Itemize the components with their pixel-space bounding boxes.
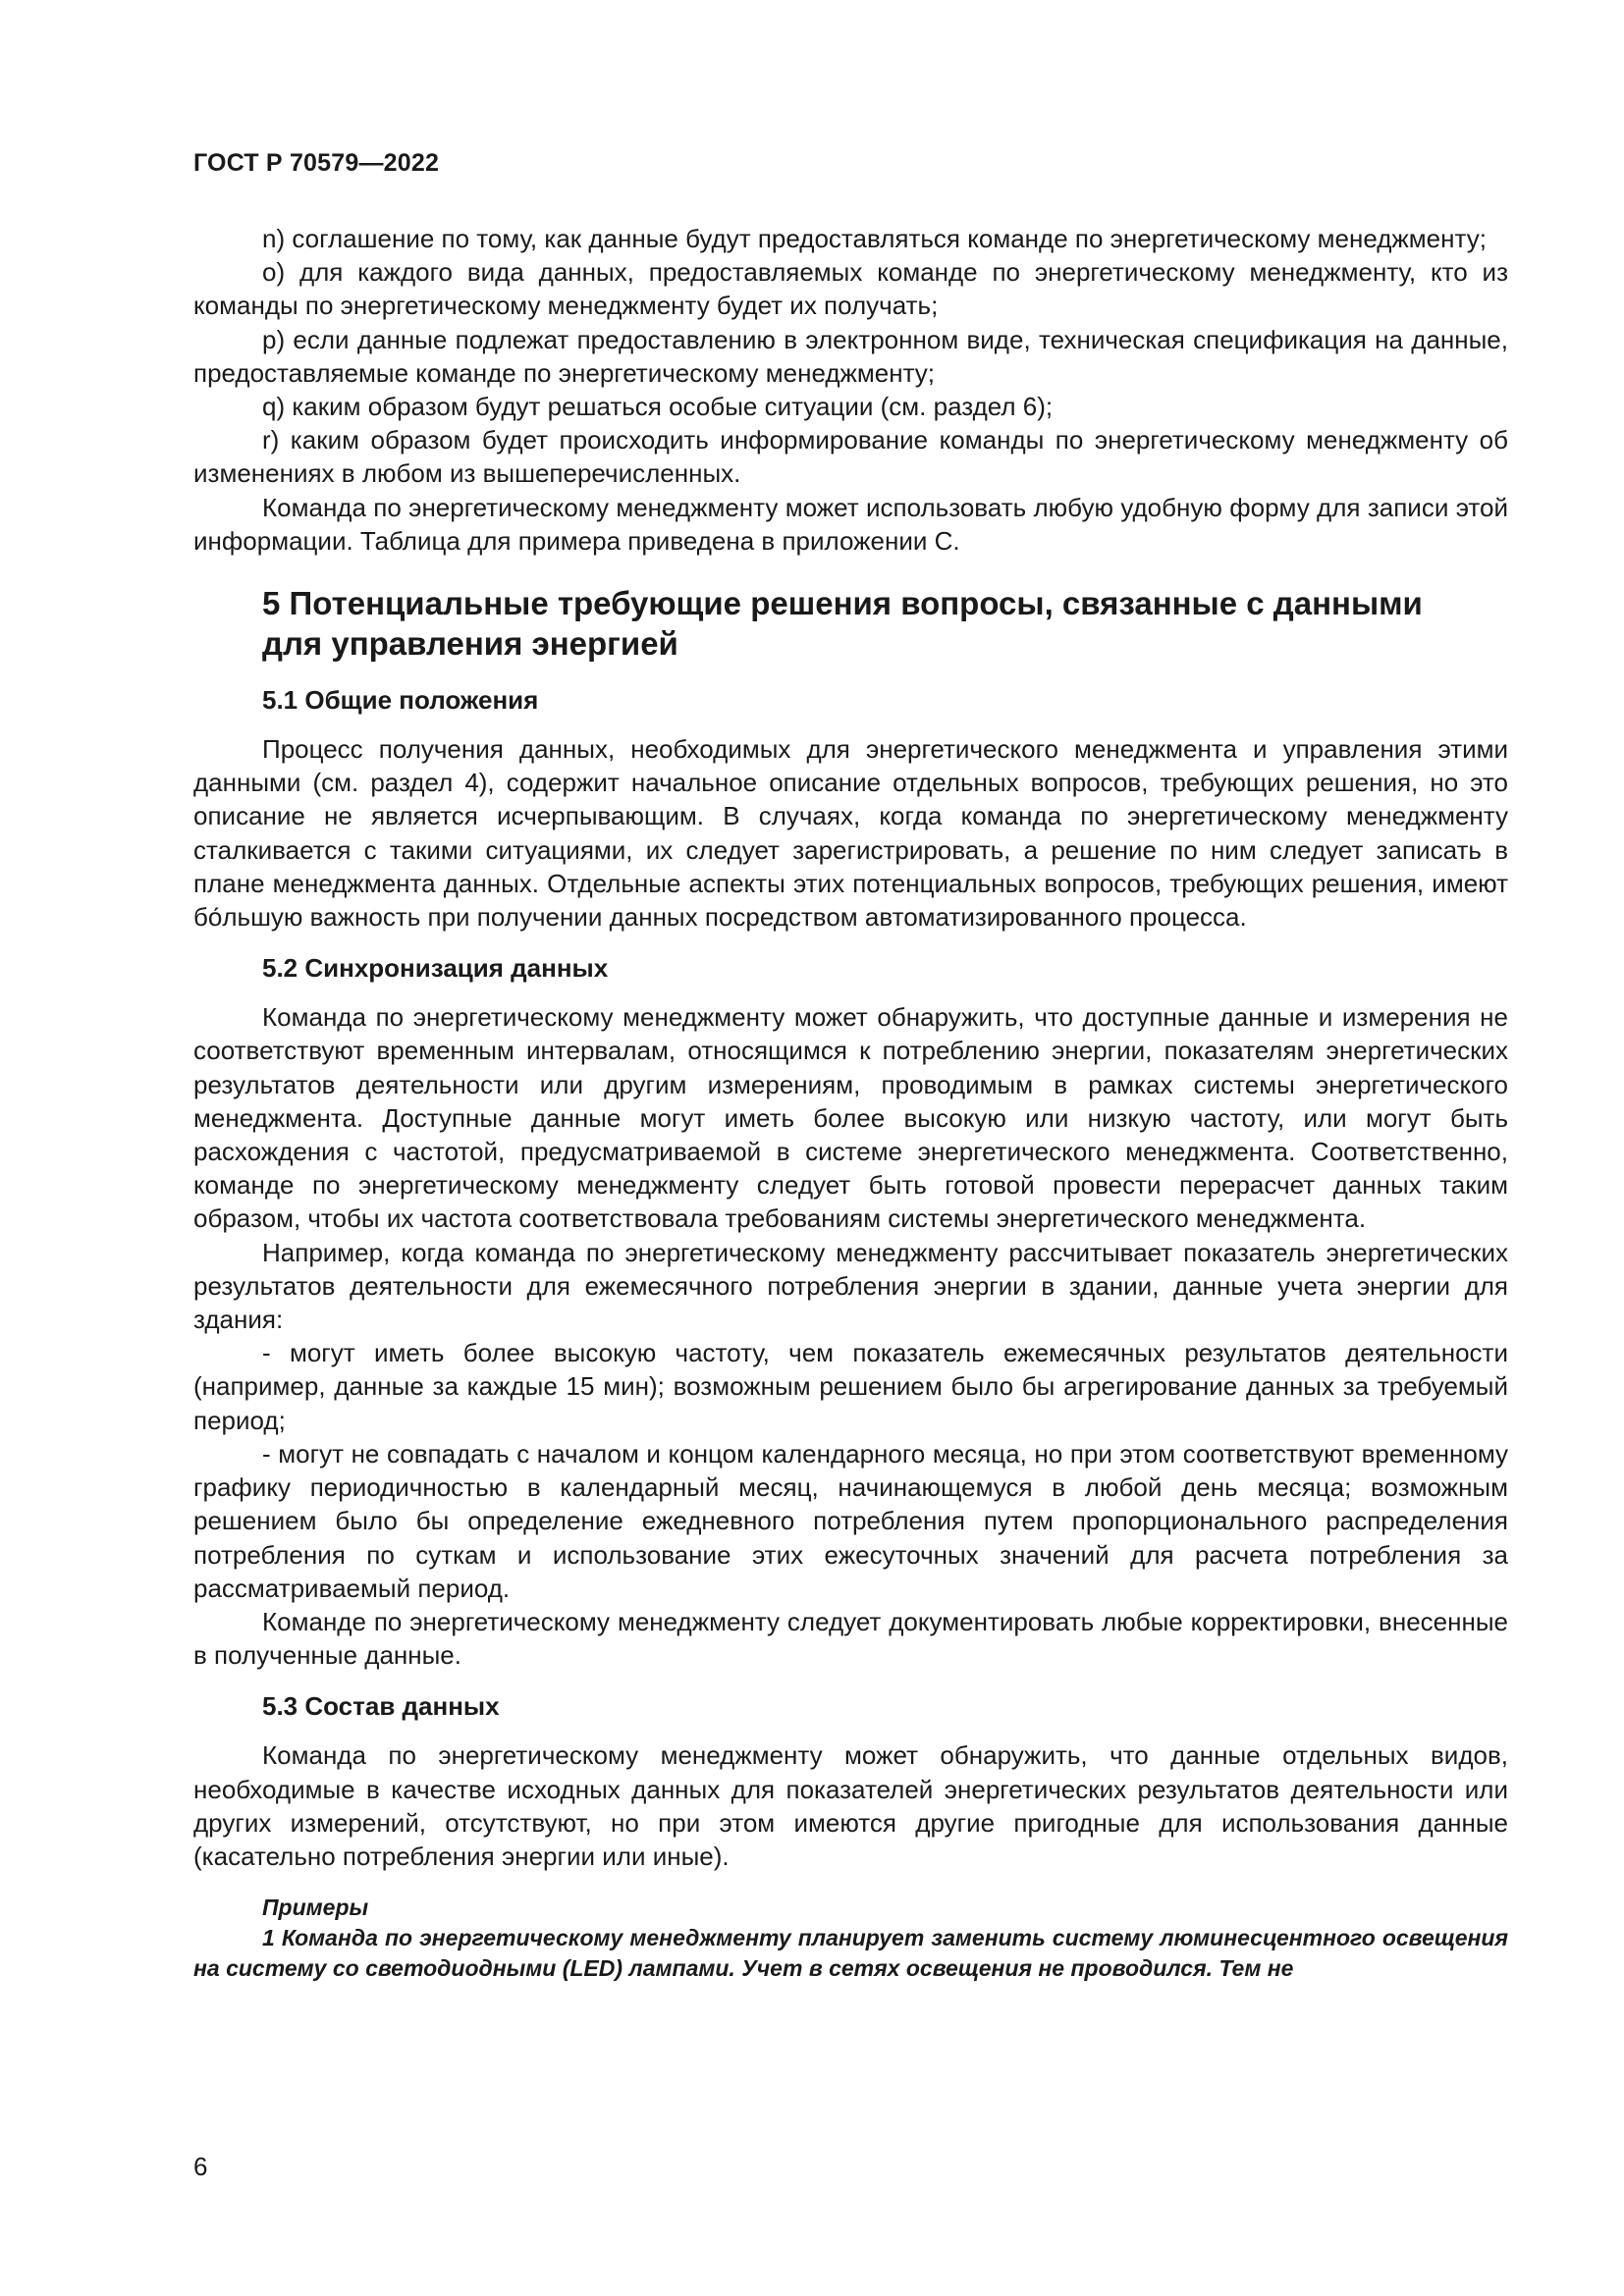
page-content [193, 222, 1508, 1984]
section-5-2-paragraph-2: Например, когда команда по энергетическому менеджменту рассчитывает показатель энергетических результатов деятельности для ежемесячного потребления энергии в здании, данные учета энергии для здания: [193, 1237, 1508, 1335]
list-item-p: р) если данные подлежат предоставлению в электронном виде, техническая спецификация на данные, предоставляемые команде по энергетическому менеджменту; [193, 324, 1508, 388]
page-number: 6 [193, 2152, 208, 2181]
document-code-header: ГОСТ Р 70579—2022 [193, 149, 440, 177]
list-item-q: q) каким образом будут решаться особые ситуации (см. раздел 6); [262, 392, 1054, 422]
section-5-1-heading: 5.1 Общие положения [262, 685, 539, 716]
closing-paragraph: Команда по энергетическому менеджменту может использовать любую удобную форму для записи этой информации. Таблица для примера приведена в приложении С. [193, 492, 1508, 556]
section-5-heading: 5 Потенциальные требующие решения вопросы, связанные с данными для управления энергией [262, 585, 1423, 663]
list-item-o: о) для каждого вида данных, предоставляемых команде по энергетическому менеджменту, кто из команды по энергетическому менеджменту будет их получать; [193, 257, 1508, 321]
list-item-r: r) каким образом будет происходить информирование команды по энергетическому менеджменту об изменениях в любом из вышеперечисленных. [193, 425, 1508, 489]
section-5-2-bullet-1: - могут иметь более высокую частоту, чем показатель ежемесячных результатов деятельности (например, данные за каждые 15 мин); возможным решением было бы агрегирование данных за требуемый период; [193, 1338, 1508, 1435]
section-5-1-paragraph: Процесс получения данных, необходимых для энергетического менеджмента и управления этими данными (см. раздел 4), содержит начальное описание отдельных вопросов, требующих решения, но это описание не является исчерпывающим. В случаях, когда команда по энергетическому менеджменту сталкивается с такими ситуациями, их следует зарегистрировать, а решение по ним следует записать в плане менеджмента данных. Отдельные аспекты этих потенциальных вопросов, требующих решения, имеют бо́льшую важность при получении данных посредством автоматизированного процесса. [193, 734, 1508, 933]
section-5-2-heading: 5.2 Синхронизация данных [262, 953, 609, 984]
section-5-3-paragraph: Команда по энергетическому менеджменту может обнаружить, что данные отдельных видов, необходимые в качестве исходных данных для показателей энергетических результатов деятельности или других измерений, отсутствуют, но при этом имеются другие пригодные для использования данные (касательно потребления энергии или иные). [193, 1740, 1508, 1871]
list-item-n: n) соглашение по тому, как данные будут предоставляться команде по энергетическому менеджменту; [262, 224, 1487, 253]
examples-title: Примеры [262, 1895, 369, 1921]
section-5-2-bullet-2: - могут не совпадать с началом и концом календарного месяца, но при этом соответствуют временному графику периодичностью в календарный месяц, начинающемуся в любой день месяца; возможным решением было бы определение ежедневного потребления путем пропорционального распределения потребления по суткам и использование этих ежесуточных значений для расчета потребления за рассматриваемый период. [193, 1438, 1508, 1603]
example-1: 1 Команда по энергетическому менеджменту планирует заменить систему люминесцентного освещения на систему со светодиодными (LED) лампами. Учет в сетях освещения не проводился. Тем не [193, 1925, 1508, 1982]
section-5-2-paragraph-3: Команде по энергетическому менеджменту следует документировать любые корректировки, внесенные в полученные данные. [193, 1606, 1508, 1671]
section-5-2-paragraph-1: Команда по энергетическому менеджменту может обнаружить, что доступные данные и измерения не соответствуют временным интервалам, относящимся к потреблению энергии, показателям энергетических результатов деятельности или другим измерениям, проводимым в рамках системы энергетического менеджмента. Доступные данные могут иметь более высокую или низкую частоту, или могут быть расхождения с частотой, предусматриваемой в системе энергетического менеджмента. Соответственно, команде по энергетическому менеджменту следует быть готовой провести перерасчет данных таким образом, чтобы их частота соответствовала требованиям системы энергетического менеджмента. [193, 1002, 1508, 1234]
section-5-3-heading: 5.3 Состав данных [262, 1691, 500, 1722]
